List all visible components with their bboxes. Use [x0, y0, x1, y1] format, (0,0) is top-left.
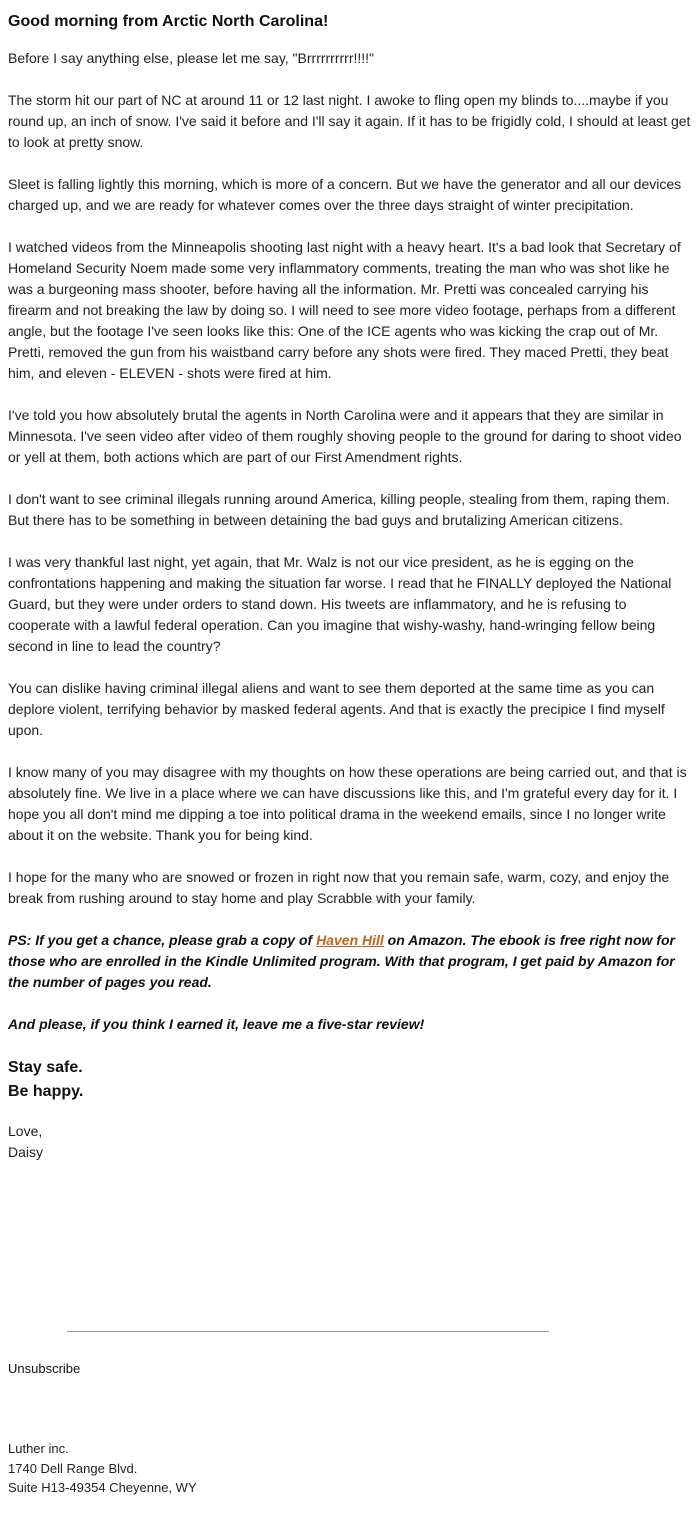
ps-text-before: PS: If you get a chance, please grab a copy of	[8, 932, 317, 948]
paragraph-minneapolis: I watched videos from the Minneapolis shooting last night with a heavy heart. It's a bad look that Secretary of Homeland Security Noem made some very inflammatory comments, treating the man who was shot like he was a burgeoning mass shooter, before having all the information. Mr. Pretti was concealed carrying his firearm and not breaking the law by doing so. I will need to see more video footage, perhaps from a different angle, but the footage I've seen looks like this: One of the ICE agents who was kicking the crap out of Mr. Pretti, removed the gun from his waistband carry before any shots were fired. They maced Pretti, they beat him, and eleven - ELEVEN - shots were fired at him.	[8, 239, 681, 381]
paragraph-sleet: Sleet is falling lightly this morning, which is more of a concern. But we have the generator and all our devices charged up, and we are ready for whatever comes over the three days straight of winter precipitation.	[8, 176, 682, 213]
signoff	[8, 1056, 692, 1104]
paragraph-precipice: You can dislike having criminal illegal aliens and want to see them deported at the same time as you can deplore violent, terrifying behavior by masked federal agents. And that is exactly the precipice I find myself upon.	[8, 680, 665, 738]
footer-street: 1740 Dell Range Blvd.	[8, 1460, 138, 1476]
paragraph-agents: I've told you how absolutely brutal the agents in North Carolina were and it appears that they are similar in Minnesota. I've seen video after video of them roughly shoving people to the ground for daring to shoot video or yell at them, both actions which are part of our First Amendment rights.	[8, 407, 682, 465]
paragraph-walz: I was very thankful last night, yet again, that Mr. Walz is not our vice president, as he is egging on the confrontations happening and making the situation far worse. I read that he FINALLY deployed the National Guard, but they were under orders to stand down. His tweets are inflammatory, and he is refusing to cooperate with a lawful federal operation. Can you imagine that wishy-washy, hand-wringing fellow being second in line to lead the country?	[8, 554, 672, 654]
paragraph-storm: The storm hit our part of NC at around 11 or 12 last night. I awoke to fling open my blinds to....maybe if you round up, an inch of snow. I've said it before and I'll say it again. If it has to be frigidly cold, I should at least get to look at pretty snow.	[8, 92, 691, 150]
ps-paragraph	[8, 930, 692, 993]
paragraph-disagree: I know many of you may disagree with my thoughts on how these operations are being carried out, and that is absolutely fine. We live in a place where we can have discussions like this, and I'm grateful every day for it. I hope you all don't mind me dipping a toe into political drama in the weekend emails, since I no longer write about it on the website. Thank you for being kind.	[8, 764, 687, 843]
closing	[8, 1121, 692, 1163]
paragraph-illegals: I don't want to see criminal illegals running around America, killing people, stealing from them, raping them. But there has to be something in between detaining the bad guys and brutalizing American citizens.	[8, 491, 670, 528]
ps-text-after: on Amazon. The ebook is free right now for those who are enrolled in the Kindle Unlimited program. With that program, I get paid by Amazon for the number of pages you read.	[8, 932, 675, 990]
paragraph-intro: Before I say anything else, please let me say, "Brrrrrrrrrr!!!!"	[8, 50, 375, 66]
signoff-line-2: Be happy.	[8, 1083, 84, 1100]
review-request: And please, if you think I earned it, leave me a five-star review!	[8, 1016, 425, 1032]
footer-divider	[67, 1331, 549, 1332]
email-heading: Good morning from Arctic North Carolina!	[8, 13, 329, 30]
closing-love: Love,	[8, 1123, 43, 1139]
footer-suite-city: Suite H13-49354 Cheyenne, WY	[8, 1480, 197, 1495]
footer-company: Luther inc.	[8, 1441, 69, 1456]
unsubscribe-link[interactable]: Unsubscribe	[8, 1361, 81, 1376]
signoff-line-1: Stay safe.	[8, 1059, 83, 1076]
footer-address	[8, 1439, 197, 1498]
closing-name: Daisy	[8, 1144, 44, 1160]
paragraph-safe: I hope for the many who are snowed or frozen in right now that you remain safe, warm, cozy, and enjoy the break from rushing around to stay home and play Scrabble with your family.	[8, 869, 670, 906]
haven-hill-link[interactable]: Haven Hill	[316, 932, 384, 948]
